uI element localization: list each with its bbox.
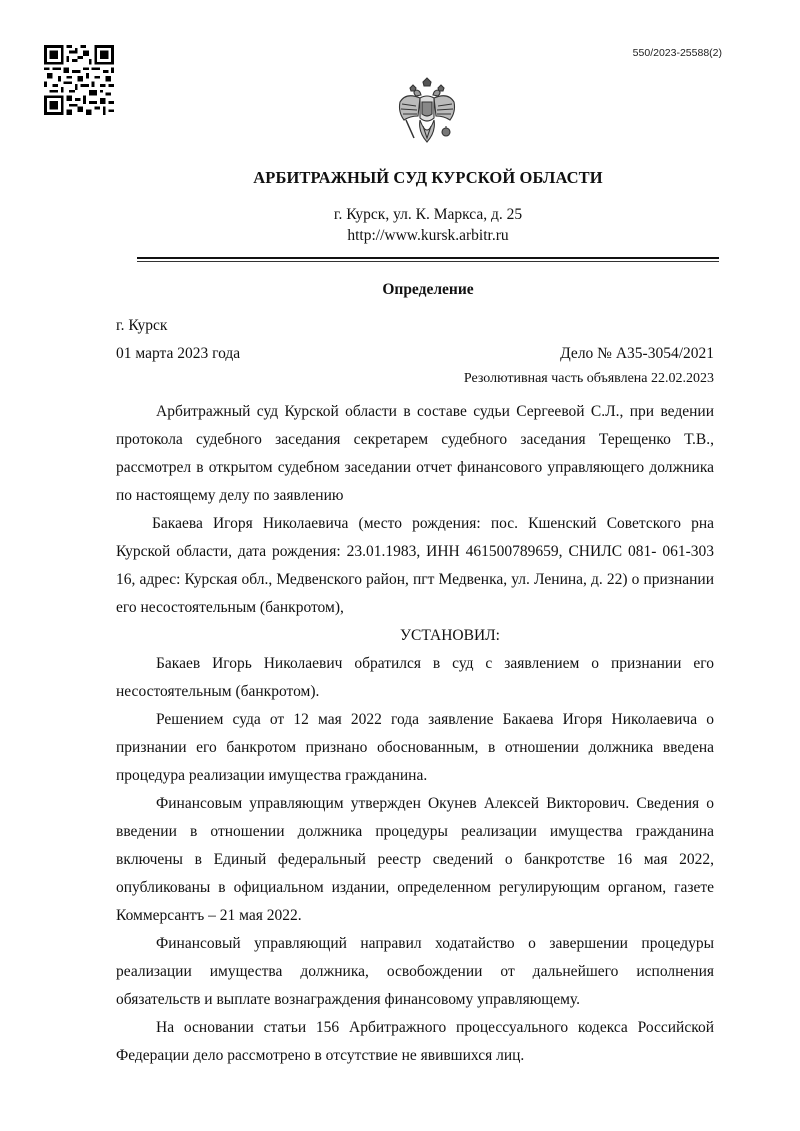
document-type: Определение xyxy=(382,281,474,298)
coat-of-arms-icon xyxy=(396,76,458,148)
qr-code-icon xyxy=(44,45,114,115)
paragraph-court-decision: Решением суда от 12 мая 2022 года заявление Бакаева Игоря Николаевича о признании его банкротом признано обоснованным, в отношении должника введена процедура реализации имущества гражданина. xyxy=(116,711,714,784)
document-city: г. Курск xyxy=(116,317,168,334)
paragraph-application: Бакаев Игорь Николаевич обратился в суд с заявлением о признании его несостоятельным (банкротом). xyxy=(116,655,714,700)
court-address-block xyxy=(0,204,800,246)
header-divider xyxy=(137,257,719,263)
court-address: г. Курск, ул. К. Маркса, д. 25 xyxy=(333,206,523,223)
case-number: Дело № А35-3054/2021 xyxy=(560,345,714,362)
paragraph-debtor-details: Бакаева Игоря Николаевича (место рождения: пос. Кшенский Советского рна Курской области, дата рождения: 23.01.1983, ИНН 461500789659, СНИЛС 081- 061-303 16, адрес: Курская обл., Медвенского район, пгт Медвенка, ул. Ленина, д. 22) о признании его несостоятельным (банкротом), xyxy=(116,515,714,616)
document-number: 550/2023-25588(2) xyxy=(632,47,722,59)
resolution-note: Резолютивная часть объявлена 22.02.2023 xyxy=(463,371,714,386)
document-date: 01 марта 2023 года xyxy=(116,345,241,362)
paragraph-legal-basis: На основании статьи 156 Арбитражного процессуального кодекса Российской Федерации дело рассмотрено в отсутствие не явившихся лиц. xyxy=(116,1019,714,1064)
document-body xyxy=(116,398,714,1070)
section-heading-established: УСТАНОВИЛ: xyxy=(400,627,500,644)
court-website-link[interactable]: http://www.kursk.arbitr.ru xyxy=(347,227,509,244)
paragraph-court-composition: Арбитражный суд Курской области в составе судьи Сергеевой С.Л., при ведении протокола судебного заседания секретарем судебного заседания Терещенко Т.В., рассмотрел в открытом судебном заседании отчет финансового управляющего должника по настоящему делу по заявлению xyxy=(116,403,714,504)
court-name: АРБИТРАЖНЫЙ СУД КУРСКОЙ ОБЛАСТИ xyxy=(253,168,603,187)
paragraph-petition: Финансовый управляющий направил ходатайство о завершении процедуры реализации имущества должника, освобождении от дальнейшего исполнения обязательств и выплате вознаграждения финансовому управляющему. xyxy=(116,935,714,1008)
paragraph-financial-manager: Финансовым управляющим утвержден Окунев Алексей Викторович. Сведения о введении в отношении должника процедуры реализации имущества гражданина включены в Единый федеральный реестр сведений о банкротстве 16 мая 2022, опубликованы в официальном издании, определенном регулирующим органом, газете Коммерсантъ – 21 мая 2022. xyxy=(116,795,714,924)
